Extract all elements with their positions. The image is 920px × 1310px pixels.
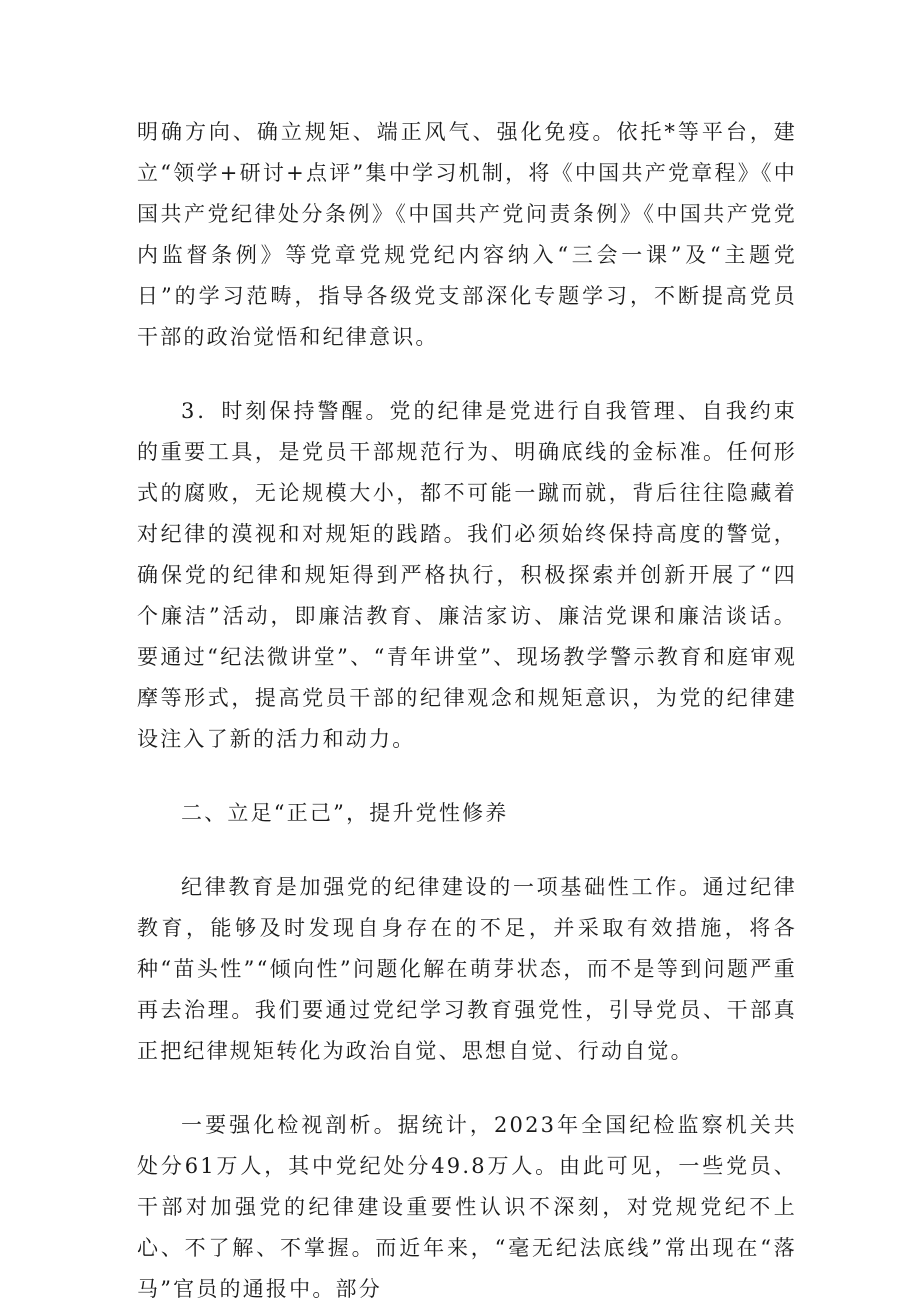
paragraph-stay-alert: 3．时刻保持警醒。党的纪律是党进行自我管理、自我约束的重要工具，是党员干部规范行为、明确底线的金标准。任何形式的腐败，无论规模大小，都不可能一蹴而就，背后往往隐藏着对纪律的漠视和对规矩的践踏。我们必须始终保持高度的警觉，确保党的纪律和规矩得到严格执行，积极探索并创新开展了“四个廉洁”活动，即廉洁教育、廉洁家访、廉洁党课和廉洁谈话。要通过“纪法微讲堂”、“青年讲堂”、现场教学警示教育和庭审观摩等形式，提高党员干部的纪律观念和规矩意识，为党的纪律建设注入了新的活力和动力。: [137, 399, 797, 751]
paragraph-discipline-education: 纪律教育是加强党的纪律建设的一项基础性工作。通过纪律教育，能够及时发现自身存在的不足，并采取有效措施，将各种“苗头性”“倾向性”问题化解在萌芽状态，而不是等到问题严重再去治理。我们要通过党纪学习教育强党性，引导党员、干部真正把纪律规矩转化为政治自觉、思想自觉、行动自觉。: [137, 875, 797, 1063]
section-heading-two: 二、立足“正己”，提升党性修养: [181, 801, 509, 825]
document-body: [137, 112, 797, 1310]
paragraph-self-examination: 一要强化检视剖析。据统计，2023年全国纪检监察机关共处分61万人，其中党纪处分49.8万人。由此可见，一些党员、干部对加强党的纪律建设重要性认识不深刻，对党规党纪不上心、不了解、不掌握。而近年来，“毫无纪法底线”常出现在“落马”官员的通报中。部分: [137, 1113, 797, 1301]
paragraph-continuation: 明确方向、确立规矩、端正风气、强化免疫。依托*等平台，建立“领学+研讨+点评”集中学习机制，将《中国共产党章程》《中国共产党纪律处分条例》《中国共产党问责条例》《中国共产党党内监督条例》等党章党规党纪内容纳入“三会一课”及“主题党日”的学习范畴，指导各级党支部深化专题学习，不断提高党员干部的政治觉悟和纪律意识。: [137, 120, 797, 349]
